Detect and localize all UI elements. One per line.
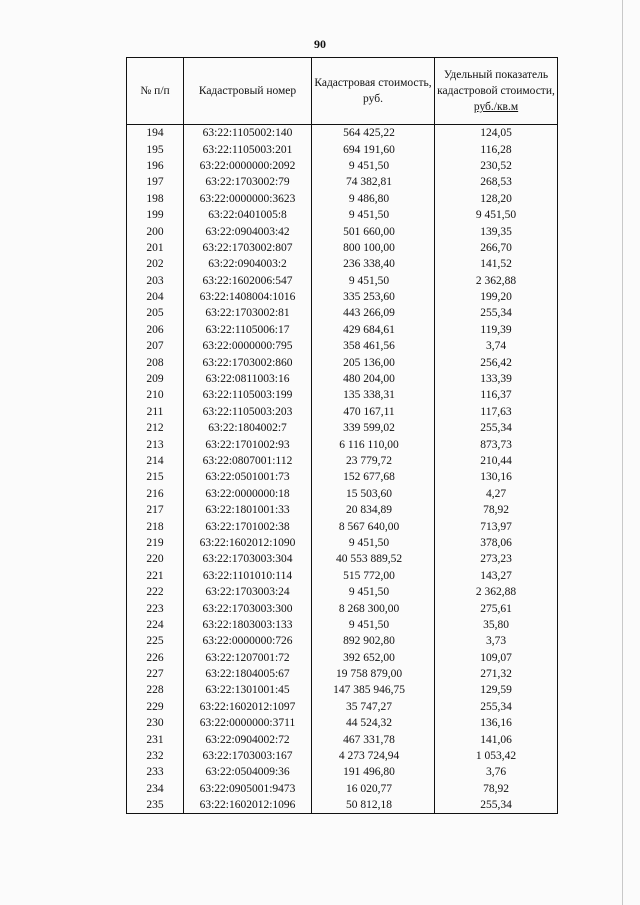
specific-value-cell: 2 362,88 [435, 273, 558, 289]
cadastral-value-cell: 9 451,50 [312, 617, 435, 633]
row-num-cell: 197 [127, 174, 184, 190]
cadastral-value-cell: 694 191,60 [312, 141, 435, 157]
cadastral-number-cell: 63:22:1105003:199 [184, 387, 312, 403]
row-num-cell: 207 [127, 338, 184, 354]
cadastral-number-cell: 63:22:0000000:795 [184, 338, 312, 354]
cadastral-number-cell: 63:22:0000000:2092 [184, 158, 312, 174]
table-row [127, 240, 558, 256]
cadastral-number-cell: 63:22:1105002:140 [184, 125, 312, 142]
row-num-cell: 211 [127, 404, 184, 420]
table-row [127, 781, 558, 797]
specific-value-cell: 268,53 [435, 174, 558, 190]
cadastral-value-cell: 392 652,00 [312, 650, 435, 666]
table-row [127, 420, 558, 436]
table-row [127, 223, 558, 239]
specific-value-cell: 139,35 [435, 223, 558, 239]
page-number: 90 [314, 37, 326, 51]
row-num-cell: 224 [127, 617, 184, 633]
table-row [127, 584, 558, 600]
cadastral-value-cell: 9 451,50 [312, 273, 435, 289]
row-num-cell: 230 [127, 715, 184, 731]
cadastral-number-cell: 63:22:1602012:1097 [184, 699, 312, 715]
cadastral-number-cell: 63:22:1207001:72 [184, 650, 312, 666]
table-row [127, 764, 558, 780]
table-row [127, 535, 558, 551]
cadastral-value-cell: 501 660,00 [312, 223, 435, 239]
table-row [127, 354, 558, 370]
cadastral-value-cell: 20 834,89 [312, 502, 435, 518]
specific-value-cell: 255,34 [435, 420, 558, 436]
table-row [127, 436, 558, 452]
row-num-cell: 234 [127, 781, 184, 797]
specific-value-cell: 116,28 [435, 141, 558, 157]
cadastral-number-cell: 63:22:1105003:201 [184, 141, 312, 157]
specific-value-cell: 230,52 [435, 158, 558, 174]
table-row [127, 141, 558, 157]
cadastral-value-cell: 205 136,00 [312, 354, 435, 370]
specific-value-cell: 9 451,50 [435, 207, 558, 223]
specific-value-cell: 255,34 [435, 699, 558, 715]
cadastral-value-cell: 135 338,31 [312, 387, 435, 403]
row-num-cell: 229 [127, 699, 184, 715]
table-row [127, 600, 558, 616]
row-num-cell: 209 [127, 371, 184, 387]
cadastral-number-cell: 63:22:1703002:860 [184, 354, 312, 370]
cadastral-number-cell: 63:22:1703002:807 [184, 240, 312, 256]
cadastral-number-cell: 63:22:1703003:304 [184, 551, 312, 567]
specific-value-cell: 256,42 [435, 354, 558, 370]
cadastral-value-cell: 147 385 946,75 [312, 682, 435, 698]
cadastral-value-cell: 19 758 879,00 [312, 666, 435, 682]
specific-value-cell: 255,34 [435, 305, 558, 321]
cadastral-number-cell: 63:22:0401005:8 [184, 207, 312, 223]
specific-value-cell: 141,06 [435, 731, 558, 747]
cadastral-value-cell: 358 461,56 [312, 338, 435, 354]
table-row [127, 371, 558, 387]
row-num-cell: 227 [127, 666, 184, 682]
cadastral-number-cell: 63:22:0501001:73 [184, 469, 312, 485]
cadastral-number-cell: 63:22:0807001:112 [184, 453, 312, 469]
table-row [127, 322, 558, 338]
table-row [127, 256, 558, 272]
table-row [127, 387, 558, 403]
cadastral-number-cell: 63:22:1804005:67 [184, 666, 312, 682]
specific-value-cell: 378,06 [435, 535, 558, 551]
table-row [127, 289, 558, 305]
cadastral-value-cell: 9 451,50 [312, 158, 435, 174]
cadastral-number-cell: 63:22:0000000:3711 [184, 715, 312, 731]
table-row [127, 748, 558, 764]
cadastral-value-cell: 6 116 110,00 [312, 436, 435, 452]
header-cadastral-value: Кадастровая стоимость, руб. [312, 58, 435, 125]
scan-edge-line [622, 0, 623, 905]
cadastral-value-cell: 800 100,00 [312, 240, 435, 256]
cadastral-value-cell: 191 496,80 [312, 764, 435, 780]
cadastral-number-cell: 63:22:1701002:38 [184, 518, 312, 534]
table-row [127, 633, 558, 649]
table-row [127, 666, 558, 682]
row-num-cell: 200 [127, 223, 184, 239]
cadastral-number-cell: 63:22:1801001:33 [184, 502, 312, 518]
specific-value-cell: 275,61 [435, 600, 558, 616]
cadastral-value-cell: 470 167,11 [312, 404, 435, 420]
cadastral-number-cell: 63:22:1703002:79 [184, 174, 312, 190]
specific-value-cell: 119,39 [435, 322, 558, 338]
table-row [127, 568, 558, 584]
table-row [127, 469, 558, 485]
specific-value-cell: 1 053,42 [435, 748, 558, 764]
cadastral-value-cell: 429 684,61 [312, 322, 435, 338]
specific-value-cell: 78,92 [435, 781, 558, 797]
table-row [127, 158, 558, 174]
table-row [127, 191, 558, 207]
specific-value-cell: 3,73 [435, 633, 558, 649]
cadastral-value-cell: 9 486,80 [312, 191, 435, 207]
cadastral-number-cell: 63:22:1105006:17 [184, 322, 312, 338]
cadastral-number-cell: 63:22:0905001:9473 [184, 781, 312, 797]
cadastral-number-cell: 63:22:0000000:726 [184, 633, 312, 649]
cadastral-number-cell: 63:22:0504009:36 [184, 764, 312, 780]
cadastral-number-cell: 63:22:0000000:3623 [184, 191, 312, 207]
specific-value-cell: 271,32 [435, 666, 558, 682]
cadastral-value-cell: 16 020,77 [312, 781, 435, 797]
specific-value-cell: 713,97 [435, 518, 558, 534]
table-row [127, 617, 558, 633]
row-num-cell: 206 [127, 322, 184, 338]
cadastral-value-cell: 892 902,80 [312, 633, 435, 649]
row-num-cell: 216 [127, 486, 184, 502]
cadastral-number-cell: 63:22:1703003:24 [184, 584, 312, 600]
cadastral-number-cell: 63:22:1101010:114 [184, 568, 312, 584]
row-num-cell: 208 [127, 354, 184, 370]
specific-value-cell: 78,92 [435, 502, 558, 518]
cadastral-value-cell: 8 567 640,00 [312, 518, 435, 534]
table-row [127, 731, 558, 747]
specific-value-cell: 199,20 [435, 289, 558, 305]
cadastral-number-cell: 63:22:1408004:1016 [184, 289, 312, 305]
row-num-cell: 217 [127, 502, 184, 518]
cadastral-number-cell: 63:22:1703003:300 [184, 600, 312, 616]
row-num-cell: 202 [127, 256, 184, 272]
cadastral-number-cell: 63:22:1301001:45 [184, 682, 312, 698]
table-row [127, 699, 558, 715]
cadastral-value-cell: 35 747,27 [312, 699, 435, 715]
table-row [127, 518, 558, 534]
specific-value-cell: 4,27 [435, 486, 558, 502]
cadastral-value-cell: 480 204,00 [312, 371, 435, 387]
specific-value-cell: 128,20 [435, 191, 558, 207]
table-row [127, 174, 558, 190]
cadastral-number-cell: 63:22:1701002:93 [184, 436, 312, 452]
specific-value-cell: 3,74 [435, 338, 558, 354]
row-num-cell: 215 [127, 469, 184, 485]
row-num-cell: 220 [127, 551, 184, 567]
cadastral-number-cell: 63:22:0000000:18 [184, 486, 312, 502]
cadastral-value-cell: 515 772,00 [312, 568, 435, 584]
row-num-cell: 201 [127, 240, 184, 256]
row-num-cell: 212 [127, 420, 184, 436]
cadastral-value-cell: 8 268 300,00 [312, 600, 435, 616]
specific-value-cell: 35,80 [435, 617, 558, 633]
specific-value-cell: 273,23 [435, 551, 558, 567]
cadastral-value-table [126, 57, 558, 814]
specific-value-cell: 117,63 [435, 404, 558, 420]
table-row [127, 125, 558, 142]
cadastral-number-cell: 63:22:1803003:133 [184, 617, 312, 633]
cadastral-value-cell: 152 677,68 [312, 469, 435, 485]
cadastral-number-cell: 63:22:1602012:1096 [184, 797, 312, 814]
table-row [127, 486, 558, 502]
row-num-cell: 218 [127, 518, 184, 534]
row-num-cell: 195 [127, 141, 184, 157]
row-num-cell: 232 [127, 748, 184, 764]
specific-value-cell: 210,44 [435, 453, 558, 469]
specific-value-cell: 130,16 [435, 469, 558, 485]
row-num-cell: 214 [127, 453, 184, 469]
header-num: № п/п [127, 58, 184, 125]
row-num-cell: 198 [127, 191, 184, 207]
specific-value-cell: 266,70 [435, 240, 558, 256]
table-row [127, 404, 558, 420]
cadastral-value-cell: 9 451,50 [312, 207, 435, 223]
row-num-cell: 203 [127, 273, 184, 289]
cadastral-number-cell: 63:22:1105003:203 [184, 404, 312, 420]
header-specific-value-main: Удельный показатель кадастровой стоимости, [437, 69, 555, 97]
cadastral-number-cell: 63:22:1804002:7 [184, 420, 312, 436]
table-row [127, 338, 558, 354]
specific-value-cell: 109,07 [435, 650, 558, 666]
specific-value-cell: 873,73 [435, 436, 558, 452]
table-row [127, 502, 558, 518]
cadastral-number-cell: 63:22:1703002:81 [184, 305, 312, 321]
row-num-cell: 199 [127, 207, 184, 223]
cadastral-value-cell: 339 599,02 [312, 420, 435, 436]
table-row [127, 273, 558, 289]
row-num-cell: 204 [127, 289, 184, 305]
cadastral-value-cell: 236 338,40 [312, 256, 435, 272]
cadastral-value-cell: 74 382,81 [312, 174, 435, 190]
cadastral-number-cell: 63:22:0904002:72 [184, 731, 312, 747]
cadastral-value-cell: 467 331,78 [312, 731, 435, 747]
cadastral-value-cell: 335 253,60 [312, 289, 435, 305]
table-body [127, 125, 558, 814]
cadastral-number-cell: 63:22:0904003:42 [184, 223, 312, 239]
table-row [127, 797, 558, 814]
specific-value-cell: 129,59 [435, 682, 558, 698]
row-num-cell: 233 [127, 764, 184, 780]
cadastral-value-cell: 44 524,32 [312, 715, 435, 731]
cadastral-number-cell: 63:22:0904003:2 [184, 256, 312, 272]
cadastral-number-cell: 63:22:1602012:1090 [184, 535, 312, 551]
cadastral-value-cell: 564 425,22 [312, 125, 435, 142]
row-num-cell: 221 [127, 568, 184, 584]
row-num-cell: 225 [127, 633, 184, 649]
cadastral-value-cell: 9 451,50 [312, 535, 435, 551]
row-num-cell: 228 [127, 682, 184, 698]
row-num-cell: 222 [127, 584, 184, 600]
table-row [127, 207, 558, 223]
cadastral-value-cell: 50 812,18 [312, 797, 435, 814]
row-num-cell: 213 [127, 436, 184, 452]
cadastral-number-cell: 63:22:1602006:547 [184, 273, 312, 289]
table-row [127, 305, 558, 321]
specific-value-cell: 2 362,88 [435, 584, 558, 600]
table-row [127, 715, 558, 731]
table-header-row [127, 58, 558, 125]
header-specific-value-unit: руб./кв.м [473, 101, 519, 113]
header-specific-value [435, 58, 558, 125]
specific-value-cell: 116,37 [435, 387, 558, 403]
row-num-cell: 194 [127, 125, 184, 142]
table-row [127, 551, 558, 567]
cadastral-number-cell: 63:22:0811003:16 [184, 371, 312, 387]
row-num-cell: 205 [127, 305, 184, 321]
specific-value-cell: 143,27 [435, 568, 558, 584]
cadastral-value-cell: 9 451,50 [312, 584, 435, 600]
row-num-cell: 210 [127, 387, 184, 403]
row-num-cell: 231 [127, 731, 184, 747]
row-num-cell: 223 [127, 600, 184, 616]
specific-value-cell: 255,34 [435, 797, 558, 814]
specific-value-cell: 124,05 [435, 125, 558, 142]
row-num-cell: 226 [127, 650, 184, 666]
header-cadastral-number: Кадастровый номер [184, 58, 312, 125]
row-num-cell: 196 [127, 158, 184, 174]
specific-value-cell: 141,52 [435, 256, 558, 272]
cadastral-value-cell: 23 779,72 [312, 453, 435, 469]
specific-value-cell: 133,39 [435, 371, 558, 387]
cadastral-value-cell: 4 273 724,94 [312, 748, 435, 764]
table-row [127, 650, 558, 666]
cadastral-value-cell: 443 266,09 [312, 305, 435, 321]
row-num-cell: 235 [127, 797, 184, 814]
table-row [127, 682, 558, 698]
specific-value-cell: 3,76 [435, 764, 558, 780]
table-row [127, 453, 558, 469]
cadastral-number-cell: 63:22:1703003:167 [184, 748, 312, 764]
row-num-cell: 219 [127, 535, 184, 551]
specific-value-cell: 136,16 [435, 715, 558, 731]
cadastral-value-cell: 40 553 889,52 [312, 551, 435, 567]
cadastral-value-cell: 15 503,60 [312, 486, 435, 502]
